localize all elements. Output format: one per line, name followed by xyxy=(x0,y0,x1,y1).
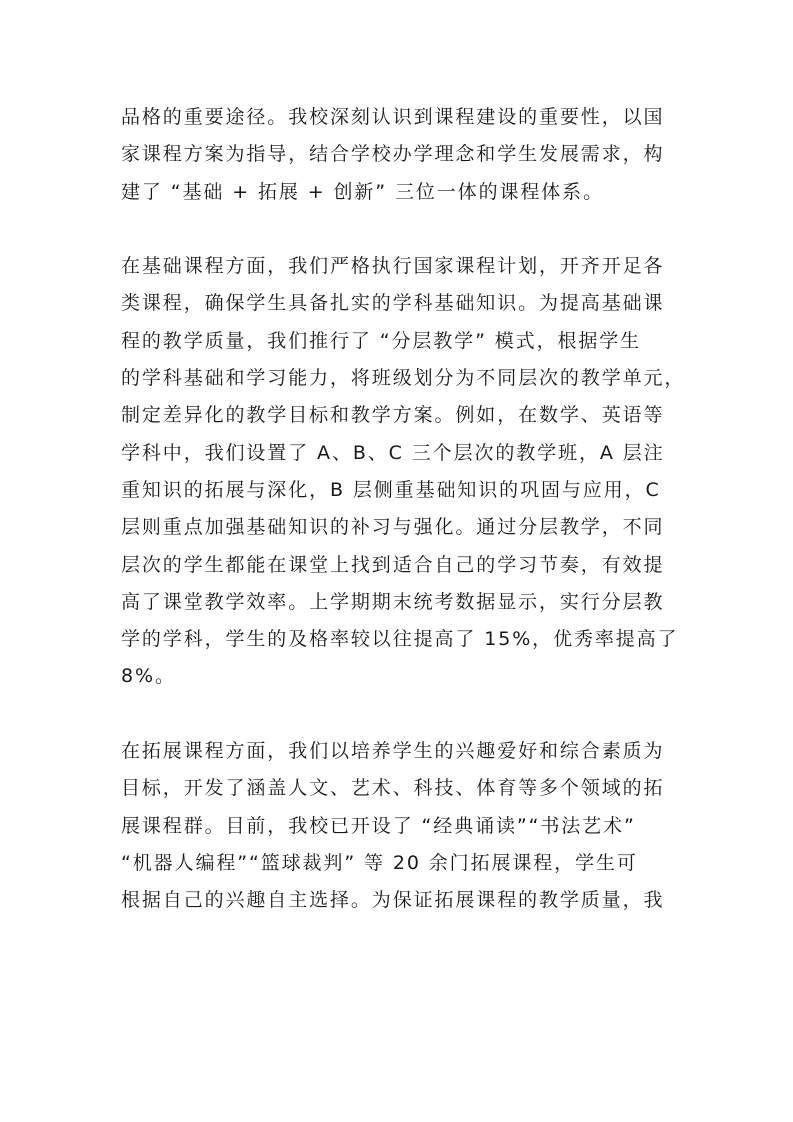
text-line: 类课程，确保学生具备扎实的学科基础知识。为提高基础课 xyxy=(121,292,665,315)
text-line: 重知识的拓展与深化，B 层侧重基础知识的巩固与应用，C xyxy=(121,478,661,501)
text-line: 建了 “基础 + 拓展 + 创新” 三位一体的课程体系。 xyxy=(121,180,604,203)
text-line: 的学科基础和学习能力，将班级划分为不同层次的教学单元， xyxy=(121,367,686,390)
text-line: 层则重点加强基础知识的补习与强化。通过分层教学，不同 xyxy=(121,516,665,539)
paragraph-basic-courses xyxy=(121,248,686,696)
text-line: 程的教学质量，我们推行了 “分层教学” 模式，根据学生 xyxy=(121,329,642,352)
paragraph-extended-courses xyxy=(121,733,681,919)
text-line: 学的学科，学生的及格率较以往提高了 15%，优秀率提高了 xyxy=(121,628,679,651)
paragraph-curriculum-system xyxy=(121,99,681,211)
text-line: 制定差异化的教学目标和教学方案。例如，在数学、英语等 xyxy=(121,404,665,427)
text-line: 层次的学生都能在课堂上找到适合自己的学习节奏，有效提 xyxy=(121,553,665,576)
text-line: “机器人编程”“篮球裁判” 等 20 余门拓展课程，学生可 xyxy=(121,851,638,874)
text-line: 8%。 xyxy=(121,665,176,688)
text-line: 高了课堂教学效率。上学期期末统考数据显示，实行分层教 xyxy=(121,590,665,613)
text-line: 在基础课程方面，我们严格执行国家课程计划，开齐开足各 xyxy=(121,255,665,278)
text-line: 品格的重要途径。我校深刻认识到课程建设的重要性，以国 xyxy=(121,106,665,128)
text-line: 在拓展课程方面，我们以培养学生的兴趣爱好和综合素质为 xyxy=(121,740,665,763)
text-line: 家课程方案为指导，结合学校办学理念和学生发展需求，构 xyxy=(121,143,665,166)
text-line: 展课程群。目前，我校已开设了 “经典诵读”“书法艺术” xyxy=(121,814,636,837)
text-line: 根据自己的兴趣自主选择。为保证拓展课程的教学质量，我 xyxy=(121,889,665,912)
document-body xyxy=(121,99,686,920)
text-line: 目标，开发了涵盖人文、艺术、科技、体育等多个领域的拓 xyxy=(121,777,665,800)
text-line: 学科中，我们设置了 A、B、C 三个层次的教学班，A 层注 xyxy=(121,441,665,464)
